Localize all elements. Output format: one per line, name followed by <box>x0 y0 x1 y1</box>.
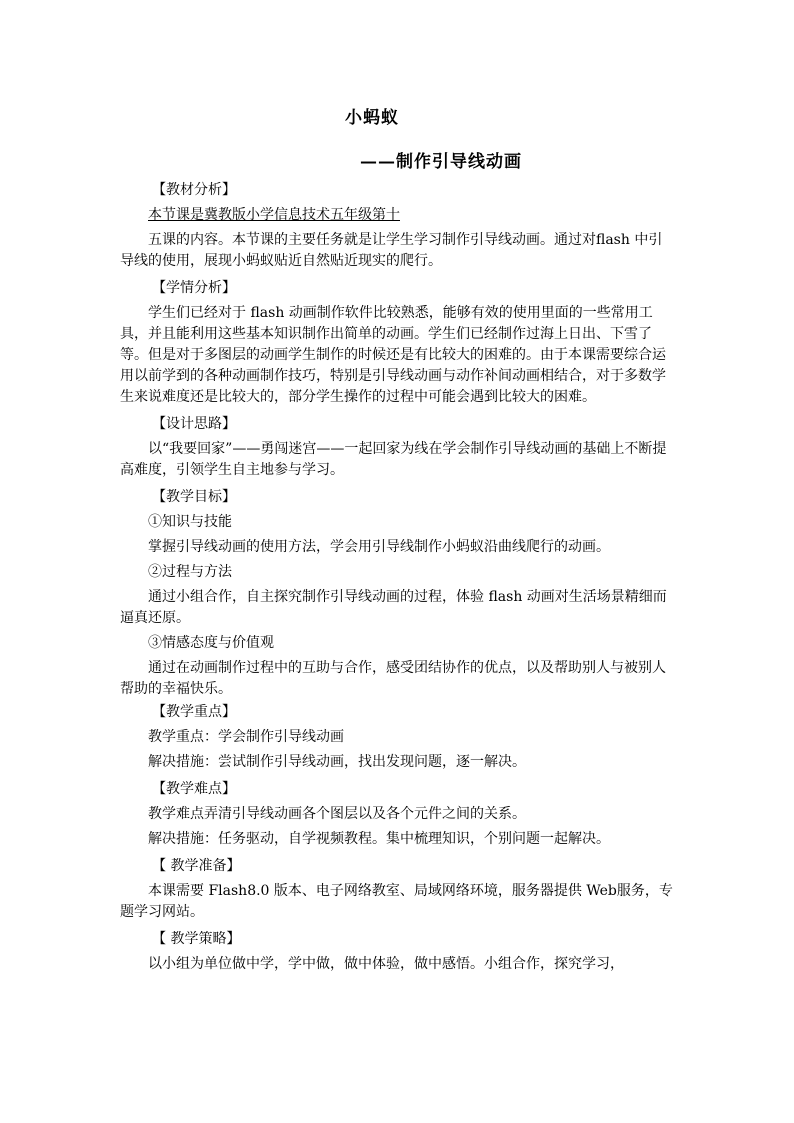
key-points-line: 教学重点：学会制作引导线动画 <box>148 729 344 745</box>
document-body <box>120 178 676 975</box>
goal-subheading-process: ②过程与方法 <box>148 564 232 580</box>
section-heading-teaching-goals: 【教学目标】 <box>152 489 236 505</box>
section-heading-student-analysis: 【学情分析】 <box>152 280 236 296</box>
key-points-solution: 解决措施：尝试制作引导线动画，找出发现问题，逐一解决。 <box>148 754 526 770</box>
design-idea-paragraph: 以“我要回家”——勇闯迷宫——一起回家为线在学会制作引导线动画的基础上不断提高难度，引领学生自主地参与学习。 <box>120 441 667 478</box>
preparation-paragraph: 本课需要 Flash8.0 版本、电子网络教室、局域网络环境，服务器提供 Web服务，专题学习网站。 <box>120 883 673 920</box>
section-heading-preparation: 【 教学准备】 <box>152 858 241 874</box>
difficulties-solution: 解决措施：任务驱动，自学视频教程。集中梳理知识，个别问题一起解决。 <box>148 831 610 847</box>
strategy-paragraph: 以小组为单位做中学，学中做，做中体验，做中感悟。小组合作，探究学习， <box>148 956 624 972</box>
section-heading-strategy: 【 教学策略】 <box>152 931 241 947</box>
goal-knowledge-paragraph: 掌握引导线动画的使用方法，学会用引导线制作小蚂蚁沿曲线爬行的动画。 <box>148 539 610 555</box>
document-title: 小蚂蚁 <box>345 108 399 128</box>
difficulties-line: 教学难点弄清引导线动画各个图层以及各个元件之间的关系。 <box>148 806 526 822</box>
document-subtitle: ——制作引导线动画 <box>360 152 522 172</box>
section-heading-design-idea: 【设计思路】 <box>152 416 236 432</box>
goal-subheading-attitude: ③情感态度与价值观 <box>148 635 274 651</box>
textbook-analysis-paragraph: 五课的内容。本节课的主要任务就是让学生学习制作引导线动画。通过对flash 中引导线的使用，展现小蚂蚁贴近自然贴近现实的爬行。 <box>120 232 663 269</box>
student-analysis-paragraph: 学生们已经对于 flash 动画制作软件比较熟悉，能够有效的使用里面的一些常用工具，并且能利用这些基本知识制作出简单的动画。学生们已经制作过海上日出、下雪了等。但是对于多图层的动画学生制作的时候还是有比较大的困难的。由于本课需要综合运用以前学到的各种动画制作技巧，特别是引导线动画与动作补间动画相结合，对于多数学生来说难度还是比较大的，部分学生操作的过程中可能会遇到比较大的困难。 <box>120 305 666 405</box>
goal-attitude-paragraph: 通过在动画制作过程中的互助与合作，感受团结协作的优点，以及帮助别人与被别人帮助的幸福快乐。 <box>120 660 666 697</box>
goal-subheading-knowledge: ①知识与技能 <box>148 514 232 530</box>
section-heading-key-points: 【教学重点】 <box>152 704 236 720</box>
section-heading-difficulties: 【教学难点】 <box>152 781 236 797</box>
textbook-analysis-first-line: 本节课是冀教版小学信息技术五年级第十 <box>148 207 400 223</box>
goal-process-paragraph: 通过小组合作，自主探究制作引导线动画的过程，体验 flash 动画对生活场景精细而逼真还原。 <box>120 589 667 626</box>
section-heading-textbook-analysis: 【教材分析】 <box>152 182 236 198</box>
